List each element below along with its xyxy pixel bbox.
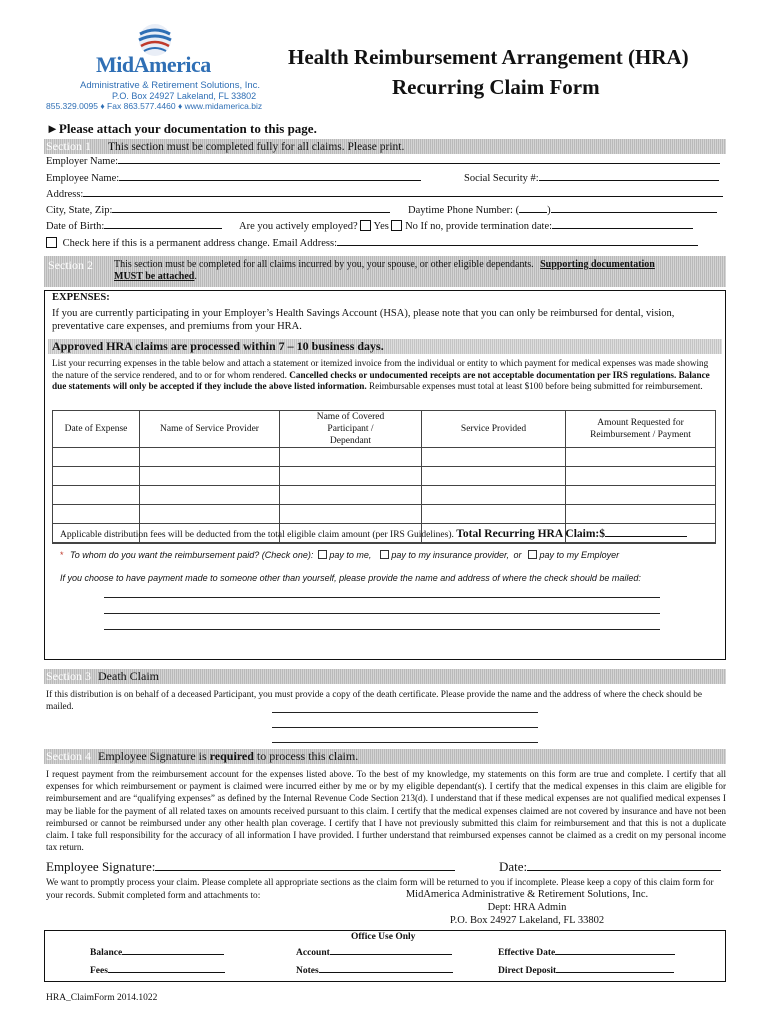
header-amount-requested: Amount Requested for Reimbursement / Payment	[566, 411, 716, 448]
payee-line-1[interactable]	[104, 597, 660, 598]
account-field[interactable]	[330, 944, 452, 955]
brand-name: MidAmerica	[96, 52, 211, 77]
address-field[interactable]	[83, 186, 723, 197]
payee-line-2[interactable]	[104, 613, 660, 614]
employee-signature-field[interactable]	[155, 858, 455, 871]
table-row	[53, 467, 716, 486]
death-claim-line-3[interactable]	[272, 742, 538, 743]
table-cell[interactable]	[140, 448, 280, 467]
approved-banner: Approved HRA claims are processed within 7 – 10 business days.	[48, 339, 722, 354]
total-claim-field[interactable]	[605, 526, 687, 537]
form-title-line2: Recurring Claim Form	[392, 75, 600, 99]
brand-contact: 855.329.0095 ♦ Fax 863.577.4460 ♦ www.midamerica.biz	[46, 101, 263, 111]
total-divider	[52, 543, 716, 544]
table-cell[interactable]	[566, 505, 716, 524]
dob-row: Date of Birth:	[46, 218, 222, 232]
direct-deposit-field[interactable]	[556, 962, 674, 973]
permanent-address-row: Check here if this is a permanent address change. Email Address:	[46, 235, 698, 249]
other-payee-note: If you choose to have payment made to someone other than yourself, please provide the name and address of where the check should be mailed:	[60, 573, 641, 583]
payee-row: * To whom do you want the reimbursement paid? (Check one): pay to me, pay to my insurance provider, or pay to my Employer	[60, 550, 620, 560]
direct-deposit-row: Direct Deposit	[498, 962, 674, 976]
list-instructions: List your recurring expenses in the table below and attach a statement or itemized invoice from the individual or entity to which payment for medical expenses was made showing the nature of the service rendered, and to or for whom rendered. Cancelled checks or undocumented receipts are not acceptable documentation per IRS regulations. Balance due statements will only be accepted if they include the above listed information. Reimbursable expenses must total at least $100 before being submitted for reimbursement.	[52, 358, 710, 391]
mail-po-box: P.O. Box 24927 Lakeland, FL 33802	[449, 915, 605, 926]
payee-line-3[interactable]	[104, 629, 660, 630]
balance-field[interactable]	[122, 944, 224, 955]
effective-date-row: Effective Date	[498, 944, 675, 958]
form-version-footer: HRA_ClaimForm 2014.1022	[46, 993, 158, 1003]
phone-row: Daytime Phone Number: ( )	[408, 202, 717, 216]
employer-name-field[interactable]	[118, 153, 720, 164]
notes-row: Notes	[296, 962, 453, 976]
table-cell[interactable]	[566, 448, 716, 467]
table-cell[interactable]	[53, 505, 140, 524]
fees-field[interactable]	[108, 962, 225, 973]
permanent-address-checkbox[interactable]	[46, 237, 57, 248]
pay-to-me-checkbox[interactable]	[318, 550, 327, 559]
mailing-address	[380, 888, 674, 927]
section4-header	[44, 749, 726, 764]
section1-instructions: This section must be completed fully for all claims. Please print.	[108, 141, 405, 153]
table-header-row	[53, 411, 716, 448]
section1-tag: Section 1	[46, 139, 91, 153]
section4-title: Employee Signature is required to process this claim.	[98, 749, 359, 763]
section3-title: Death Claim	[98, 669, 159, 683]
section2-instructions: This section must be completed for all claims incurred by you, your spouse, or other eligible dependants. Supporting documentation MUST be attached.	[114, 259, 655, 282]
pay-to-insurance-checkbox[interactable]	[380, 550, 389, 559]
table-cell[interactable]	[140, 486, 280, 505]
death-claim-line-2[interactable]	[272, 727, 538, 728]
table-row	[53, 505, 716, 524]
office-use-title: Office Use Only	[351, 932, 416, 942]
section1-header	[44, 139, 726, 154]
death-claim-note: If this distribution is on behalf of a deceased Participant, you must provide a copy of the death certificate. Please provide the name and the address of where the check should be mailed.	[46, 690, 702, 712]
employed-no-checkbox[interactable]	[391, 220, 402, 231]
date-row: Date:	[499, 858, 721, 875]
termination-date-field[interactable]	[552, 218, 693, 229]
employer-name-row: Employer Name:	[46, 153, 720, 167]
section3-tag: Section 3	[46, 669, 91, 683]
mail-dept: Dept: HRA Admin	[487, 902, 567, 913]
area-code-field[interactable]	[519, 202, 547, 213]
city-state-zip-field[interactable]	[112, 202, 390, 213]
pay-to-employer-checkbox[interactable]	[528, 550, 537, 559]
signature-date-field[interactable]	[527, 858, 721, 871]
balance-row: Balance	[90, 944, 224, 958]
table-row	[53, 448, 716, 467]
account-row: Account	[296, 944, 452, 958]
expenses-label: EXPENSES:	[52, 292, 110, 303]
mail-company: MidAmerica Administrative & Retirement Solutions, Inc.	[405, 889, 649, 900]
notes-field[interactable]	[319, 962, 453, 973]
employee-name-row: Employee Name:	[46, 170, 421, 184]
total-row: Applicable distribution fees will be deducted from the total eligible claim amount (per IRS Guidelines). Total Recurring HRA Claim:$	[60, 526, 687, 540]
table-cell[interactable]	[140, 505, 280, 524]
table-row	[53, 486, 716, 505]
effective-date-field[interactable]	[555, 944, 675, 955]
expenses-note: If you are currently participating in your Employer’s Health Savings Account (HSA), please note that you can only be reimbursed for dental, vision, preventative care expenses, and premiums from your HRA.	[52, 308, 675, 332]
table-cell[interactable]	[566, 467, 716, 486]
employed-row: Are you actively employed? Yes No If no, provide termination date:	[239, 218, 693, 232]
form-title-line1: Health Reimbursement Arrangement (HRA)	[288, 45, 689, 69]
address-row: Address:	[46, 186, 723, 200]
ssn-row: Social Security #:	[464, 170, 719, 184]
header-covered-participant: Name of Covered Participant / Dependant	[280, 411, 422, 448]
table-cell[interactable]	[422, 467, 566, 486]
attach-note: ►Please attach your documentation to this page.	[46, 121, 317, 136]
death-claim-line-1[interactable]	[272, 712, 538, 713]
city-row: City, State, Zip:	[46, 202, 390, 216]
table-cell[interactable]	[53, 467, 140, 486]
section3-header	[44, 669, 726, 684]
email-field[interactable]	[337, 235, 698, 246]
arrow-right-icon: ►	[46, 121, 59, 136]
signature-row: Employee Signature:	[46, 858, 455, 875]
table-cell[interactable]	[422, 505, 566, 524]
employed-yes-checkbox[interactable]	[360, 220, 371, 231]
section2-tag: Section 2	[48, 258, 93, 272]
section2-header	[44, 256, 726, 287]
header-service-provider: Name of Service Provider	[140, 411, 280, 448]
table-cell[interactable]	[53, 448, 140, 467]
brand-address: P.O. Box 24927 Lakeland, FL 33802	[112, 91, 257, 101]
table-cell[interactable]	[566, 486, 716, 505]
table-cell[interactable]	[140, 467, 280, 486]
table-cell[interactable]	[280, 486, 422, 505]
table-cell[interactable]	[280, 505, 422, 524]
header-service-provided: Service Provided	[422, 411, 566, 448]
table-cell[interactable]	[422, 486, 566, 505]
expense-table	[52, 410, 716, 543]
ssn-field[interactable]	[539, 170, 719, 181]
phone-field[interactable]	[551, 202, 717, 213]
fees-row: Fees	[90, 962, 225, 976]
brand-subtitle: Administrative & Retirement Solutions, Inc.	[80, 80, 261, 91]
section4-tag: Section 4	[46, 749, 91, 763]
table-cell[interactable]	[53, 486, 140, 505]
submit-instructions: We want to promptly process your claim. Please complete all appropriate sections as the claim form will be returned to you if incomplete. Please keep a copy of this claim form for your records. Submit completed form and attachments to:	[46, 878, 714, 901]
header-date-of-expense: Date of Expense	[53, 411, 140, 448]
table-cell[interactable]	[280, 448, 422, 467]
dob-field[interactable]	[104, 218, 222, 229]
employee-name-field[interactable]	[119, 170, 421, 181]
table-cell[interactable]	[422, 448, 566, 467]
certification-text: I request payment from the reimbursement account for the expenses listed above. To the best of my knowledge, my statements on this form are true and complete. I certify that all expenses for which reimbursement or payment is claimed were incurred either by me or by my eligible dependant(s). I certify that the medical expenses in this claim are eligible for reimbursement and are “qualifying expenses” as defined by the Internal Revenue Code Section 213(d). I understand that if these medical expenses are not qualified medical expenses I may be liable for the payment of all related taxes on amounts received pursuant to this claim. I certify that the medical expenses claimed are not covered by insurance and have not been reimbursed or cannot be reimbursed under any other health plan coverage. I certify that I have not previously submitted this claim for reimbursement and that this is not a duplicate claim. I take full responsibility for the accuracy of all information I have provided. I further understand that reimbursed expenses cannot be claimed as a credit on my personal income tax return.	[46, 769, 726, 853]
table-cell[interactable]	[280, 467, 422, 486]
